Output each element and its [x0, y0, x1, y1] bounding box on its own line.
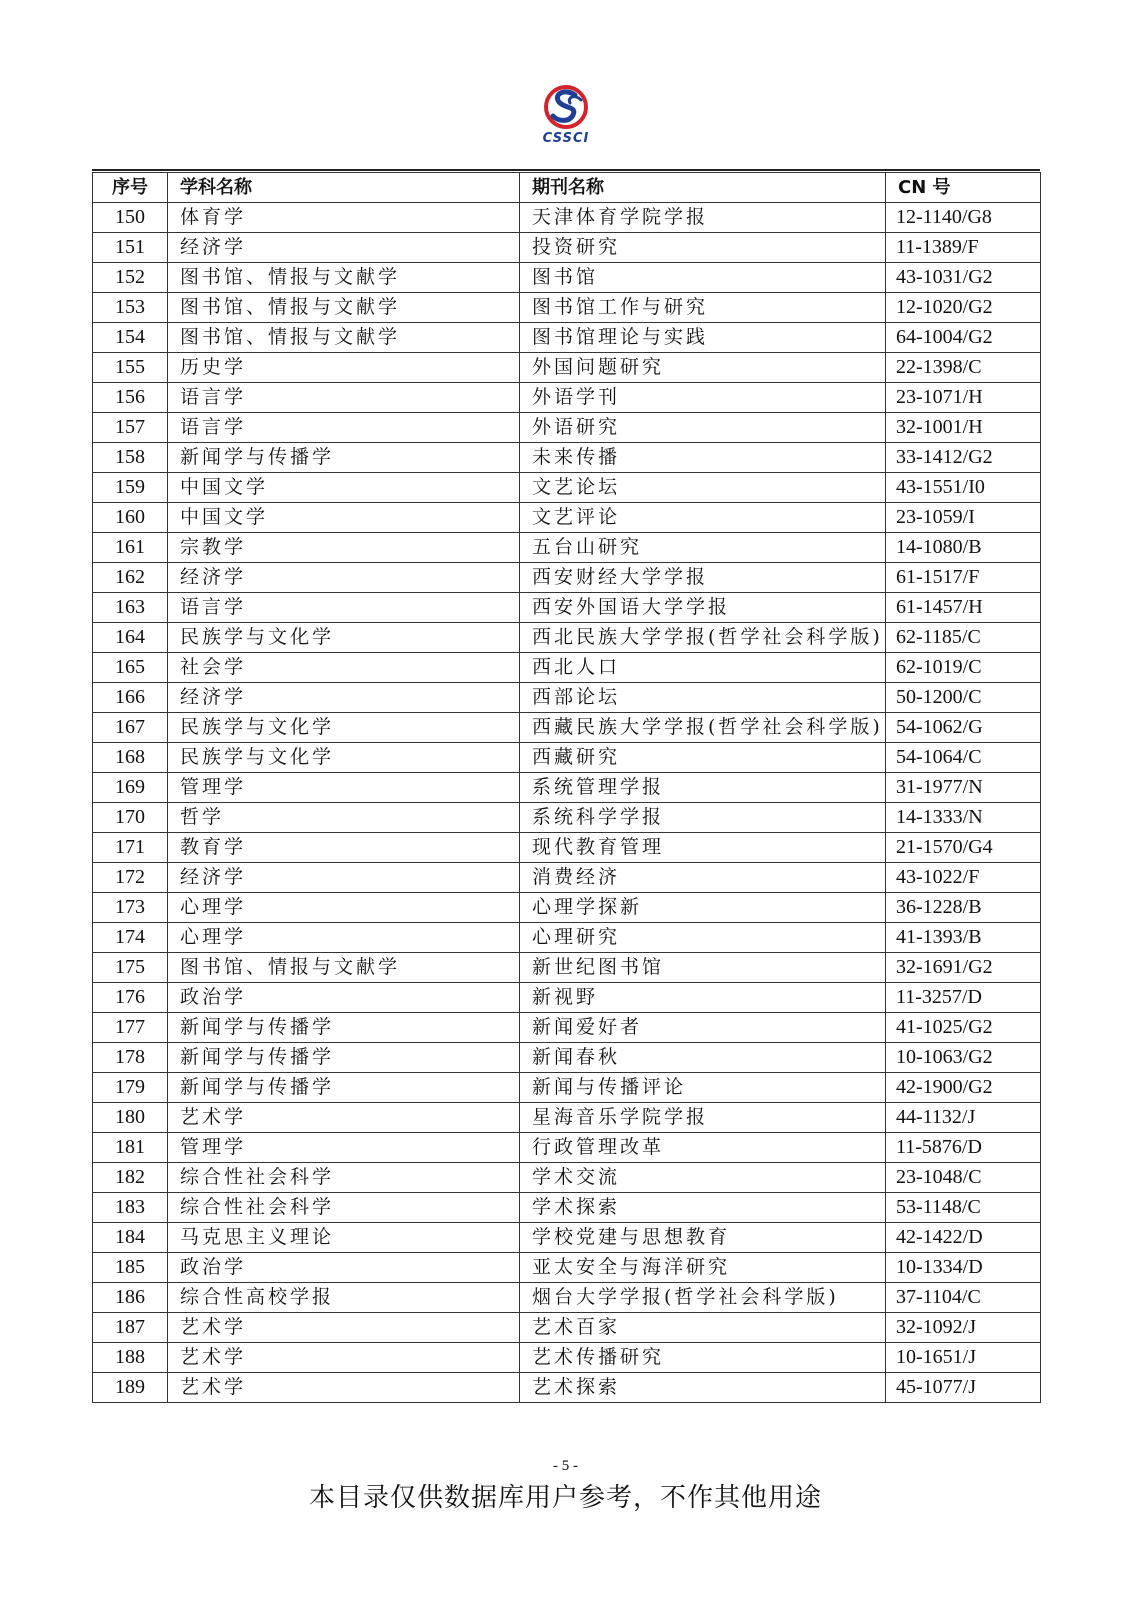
cell-cn: 12-1020/G2: [886, 293, 1041, 323]
table-row: [93, 653, 1041, 683]
table-row: [93, 533, 1041, 563]
cell-cn: 23-1059/I: [886, 503, 1041, 533]
cell-index: 179: [93, 1073, 168, 1103]
cell-cn: 43-1551/I0: [886, 473, 1041, 503]
cell-cn: 64-1004/G2: [886, 323, 1041, 353]
cell-cn: 62-1185/C: [886, 623, 1041, 653]
cell-journal: 西北民族大学学报(哲学社会科学版): [520, 623, 886, 653]
cell-cn: 23-1071/H: [886, 383, 1041, 413]
table-row: [93, 263, 1041, 293]
cell-index: 176: [93, 983, 168, 1013]
table-header-row: [93, 173, 1041, 203]
table-row: [93, 383, 1041, 413]
table-row: [93, 1043, 1041, 1073]
table-row: [93, 1133, 1041, 1163]
cell-journal: 投资研究: [520, 233, 886, 263]
cell-subject: 中国文学: [168, 473, 520, 503]
cell-journal: 新视野: [520, 983, 886, 1013]
cell-journal: 文艺论坛: [520, 473, 886, 503]
cell-subject: 社会学: [168, 653, 520, 683]
cell-subject: 管理学: [168, 1133, 520, 1163]
cell-subject: 宗教学: [168, 533, 520, 563]
header-cn: CN 号: [886, 173, 1041, 203]
cell-subject: 马克思主义理论: [168, 1223, 520, 1253]
page-number: - 5 -: [553, 1458, 578, 1474]
cell-cn: 23-1048/C: [886, 1163, 1041, 1193]
cell-journal: 新闻春秋: [520, 1043, 886, 1073]
table-row: [93, 1193, 1041, 1223]
cell-cn: 10-1063/G2: [886, 1043, 1041, 1073]
cell-index: 184: [93, 1223, 168, 1253]
cell-index: 165: [93, 653, 168, 683]
cell-cn: 44-1132/J: [886, 1103, 1041, 1133]
cell-cn: 10-1334/D: [886, 1253, 1041, 1283]
table-row: [93, 683, 1041, 713]
cell-journal: 西藏民族大学学报(哲学社会科学版): [520, 713, 886, 743]
table-row: [93, 833, 1041, 863]
cell-cn: 41-1393/B: [886, 923, 1041, 953]
cell-subject: 心理学: [168, 893, 520, 923]
cell-cn: 45-1077/J: [886, 1373, 1041, 1403]
table-row: [93, 323, 1041, 353]
cell-subject: 综合性社会科学: [168, 1193, 520, 1223]
cell-subject: 经济学: [168, 863, 520, 893]
cell-subject: 民族学与文化学: [168, 623, 520, 653]
cell-journal: 图书馆: [520, 263, 886, 293]
cell-subject: 哲学: [168, 803, 520, 833]
cell-cn: 43-1031/G2: [886, 263, 1041, 293]
header-index: 序号: [93, 173, 168, 203]
cell-cn: 41-1025/G2: [886, 1013, 1041, 1043]
cell-subject: 图书馆、情报与文献学: [168, 293, 520, 323]
table-row: [93, 1013, 1041, 1043]
table-row: [93, 353, 1041, 383]
cell-subject: 综合性高校学报: [168, 1283, 520, 1313]
table-row: [93, 563, 1041, 593]
table-row: [93, 1343, 1041, 1373]
table-row: [93, 1373, 1041, 1403]
table-row: [93, 863, 1041, 893]
cell-index: 175: [93, 953, 168, 983]
cell-index: 172: [93, 863, 168, 893]
cell-journal: 外国问题研究: [520, 353, 886, 383]
table-row: [93, 713, 1041, 743]
cell-cn: 37-1104/C: [886, 1283, 1041, 1313]
cell-journal: 心理研究: [520, 923, 886, 953]
cell-subject: 中国文学: [168, 503, 520, 533]
cell-subject: 历史学: [168, 353, 520, 383]
cell-index: 169: [93, 773, 168, 803]
cell-subject: 语言学: [168, 593, 520, 623]
cell-subject: 政治学: [168, 983, 520, 1013]
cell-cn: 22-1398/C: [886, 353, 1041, 383]
cell-journal: 艺术传播研究: [520, 1343, 886, 1373]
cell-index: 166: [93, 683, 168, 713]
cell-index: 182: [93, 1163, 168, 1193]
cell-index: 170: [93, 803, 168, 833]
cell-index: 174: [93, 923, 168, 953]
cell-index: 168: [93, 743, 168, 773]
cell-cn: 61-1517/F: [886, 563, 1041, 593]
cell-journal: 学术交流: [520, 1163, 886, 1193]
table-row: [93, 1283, 1041, 1313]
cell-cn: 11-5876/D: [886, 1133, 1041, 1163]
cell-cn: 33-1412/G2: [886, 443, 1041, 473]
cssci-logo-text: CSSCI: [542, 131, 590, 146]
table-row: [93, 203, 1041, 233]
cell-journal: 文艺评论: [520, 503, 886, 533]
cell-journal: 五台山研究: [520, 533, 886, 563]
cell-subject: 经济学: [168, 233, 520, 263]
cell-journal: 心理学探新: [520, 893, 886, 923]
cell-subject: 艺术学: [168, 1343, 520, 1373]
cell-index: 173: [93, 893, 168, 923]
cell-journal: 西部论坛: [520, 683, 886, 713]
cell-cn: 53-1148/C: [886, 1193, 1041, 1223]
cell-index: 155: [93, 353, 168, 383]
cell-index: 159: [93, 473, 168, 503]
cell-cn: 11-3257/D: [886, 983, 1041, 1013]
cell-journal: 现代教育管理: [520, 833, 886, 863]
cell-journal: 未来传播: [520, 443, 886, 473]
cell-journal: 西北人口: [520, 653, 886, 683]
cell-cn: 11-1389/F: [886, 233, 1041, 263]
cell-subject: 图书馆、情报与文献学: [168, 953, 520, 983]
cell-index: 150: [93, 203, 168, 233]
cell-index: 167: [93, 713, 168, 743]
table-row: [93, 233, 1041, 263]
header-journal: 期刊名称: [520, 173, 886, 203]
cell-subject: 艺术学: [168, 1103, 520, 1133]
table-row: [93, 443, 1041, 473]
cell-cn: 32-1001/H: [886, 413, 1041, 443]
cell-subject: 艺术学: [168, 1373, 520, 1403]
cell-cn: 42-1900/G2: [886, 1073, 1041, 1103]
cell-subject: 经济学: [168, 563, 520, 593]
cell-index: 187: [93, 1313, 168, 1343]
cell-journal: 学术探索: [520, 1193, 886, 1223]
table-row: [93, 593, 1041, 623]
table-top-rule: [92, 169, 1040, 171]
table-row: [93, 983, 1041, 1013]
cell-index: 189: [93, 1373, 168, 1403]
cell-subject: 民族学与文化学: [168, 743, 520, 773]
cell-index: 164: [93, 623, 168, 653]
cell-journal: 新闻与传播评论: [520, 1073, 886, 1103]
cell-cn: 54-1064/C: [886, 743, 1041, 773]
cell-journal: 艺术百家: [520, 1313, 886, 1343]
cell-subject: 管理学: [168, 773, 520, 803]
cell-subject: 语言学: [168, 383, 520, 413]
cell-journal: 外语研究: [520, 413, 886, 443]
cell-subject: 语言学: [168, 413, 520, 443]
cell-journal: 图书馆工作与研究: [520, 293, 886, 323]
cell-cn: 42-1422/D: [886, 1223, 1041, 1253]
table-row: [93, 953, 1041, 983]
cell-index: 188: [93, 1343, 168, 1373]
cell-journal: 西藏研究: [520, 743, 886, 773]
cell-index: 151: [93, 233, 168, 263]
cell-cn: 31-1977/N: [886, 773, 1041, 803]
table-row: [93, 1223, 1041, 1253]
journal-table: [92, 172, 1041, 1403]
table-row: [93, 1073, 1041, 1103]
cell-subject: 新闻学与传播学: [168, 1013, 520, 1043]
cell-index: 160: [93, 503, 168, 533]
cell-subject: 图书馆、情报与文献学: [168, 263, 520, 293]
cell-subject: 民族学与文化学: [168, 713, 520, 743]
table-row: [93, 893, 1041, 923]
cell-subject: 新闻学与传播学: [168, 1043, 520, 1073]
cell-cn: 32-1691/G2: [886, 953, 1041, 983]
cell-subject: 新闻学与传播学: [168, 443, 520, 473]
table-row: [93, 503, 1041, 533]
cell-journal: 系统科学学报: [520, 803, 886, 833]
cell-subject: 新闻学与传播学: [168, 1073, 520, 1103]
cell-journal: 天津体育学院学报: [520, 203, 886, 233]
cell-index: 171: [93, 833, 168, 863]
cell-subject: 综合性社会科学: [168, 1163, 520, 1193]
cell-cn: 14-1333/N: [886, 803, 1041, 833]
cell-index: 177: [93, 1013, 168, 1043]
cell-index: 154: [93, 323, 168, 353]
cell-index: 152: [93, 263, 168, 293]
cell-journal: 系统管理学报: [520, 773, 886, 803]
cell-subject: 艺术学: [168, 1313, 520, 1343]
table-row: [93, 743, 1041, 773]
cell-journal: 外语学刊: [520, 383, 886, 413]
cell-journal: 新世纪图书馆: [520, 953, 886, 983]
cell-cn: 62-1019/C: [886, 653, 1041, 683]
table-row: [93, 473, 1041, 503]
table-row: [93, 1103, 1041, 1133]
cell-subject: 经济学: [168, 683, 520, 713]
cell-index: 185: [93, 1253, 168, 1283]
cell-cn: 32-1092/J: [886, 1313, 1041, 1343]
header-subject: 学科名称: [168, 173, 520, 203]
cell-index: 183: [93, 1193, 168, 1223]
cell-index: 178: [93, 1043, 168, 1073]
cell-cn: 43-1022/F: [886, 863, 1041, 893]
table-row: [93, 773, 1041, 803]
cell-index: 162: [93, 563, 168, 593]
table-row: [93, 1253, 1041, 1283]
cell-subject: 体育学: [168, 203, 520, 233]
table-row: [93, 923, 1041, 953]
cell-index: 157: [93, 413, 168, 443]
cell-journal: 图书馆理论与实践: [520, 323, 886, 353]
cell-index: 181: [93, 1133, 168, 1163]
cell-index: 163: [93, 593, 168, 623]
cell-index: 153: [93, 293, 168, 323]
cell-journal: 消费经济: [520, 863, 886, 893]
cell-journal: 亚太安全与海洋研究: [520, 1253, 886, 1283]
cell-index: 186: [93, 1283, 168, 1313]
cell-subject: 政治学: [168, 1253, 520, 1283]
cell-cn: 10-1651/J: [886, 1343, 1041, 1373]
table-row: [93, 413, 1041, 443]
cell-cn: 54-1062/G: [886, 713, 1041, 743]
cell-journal: 艺术探索: [520, 1373, 886, 1403]
cell-cn: 12-1140/G8: [886, 203, 1041, 233]
table-row: [93, 623, 1041, 653]
footer-disclaimer: 本目录仅供数据库用户参考，不作其他用途: [308, 1483, 822, 1513]
cell-journal: 烟台大学学报(哲学社会科学版): [520, 1283, 886, 1313]
cell-index: 180: [93, 1103, 168, 1133]
cell-index: 156: [93, 383, 168, 413]
cell-subject: 图书馆、情报与文献学: [168, 323, 520, 353]
cell-journal: 行政管理改革: [520, 1133, 886, 1163]
cell-cn: 21-1570/G4: [886, 833, 1041, 863]
cell-subject: 教育学: [168, 833, 520, 863]
table-row: [93, 803, 1041, 833]
cell-journal: 西安外国语大学学报: [520, 593, 886, 623]
table-row: [93, 1163, 1041, 1193]
cell-index: 161: [93, 533, 168, 563]
cell-journal: 新闻爱好者: [520, 1013, 886, 1043]
cell-cn: 50-1200/C: [886, 683, 1041, 713]
cell-index: 158: [93, 443, 168, 473]
table-body: [93, 203, 1041, 1403]
cell-cn: 14-1080/B: [886, 533, 1041, 563]
cell-journal: 学校党建与思想教育: [520, 1223, 886, 1253]
cell-journal: 星海音乐学院学报: [520, 1103, 886, 1133]
cell-cn: 36-1228/B: [886, 893, 1041, 923]
table-row: [93, 1313, 1041, 1343]
cell-subject: 心理学: [168, 923, 520, 953]
table-row: [93, 293, 1041, 323]
cell-cn: 61-1457/H: [886, 593, 1041, 623]
cell-journal: 西安财经大学学报: [520, 563, 886, 593]
